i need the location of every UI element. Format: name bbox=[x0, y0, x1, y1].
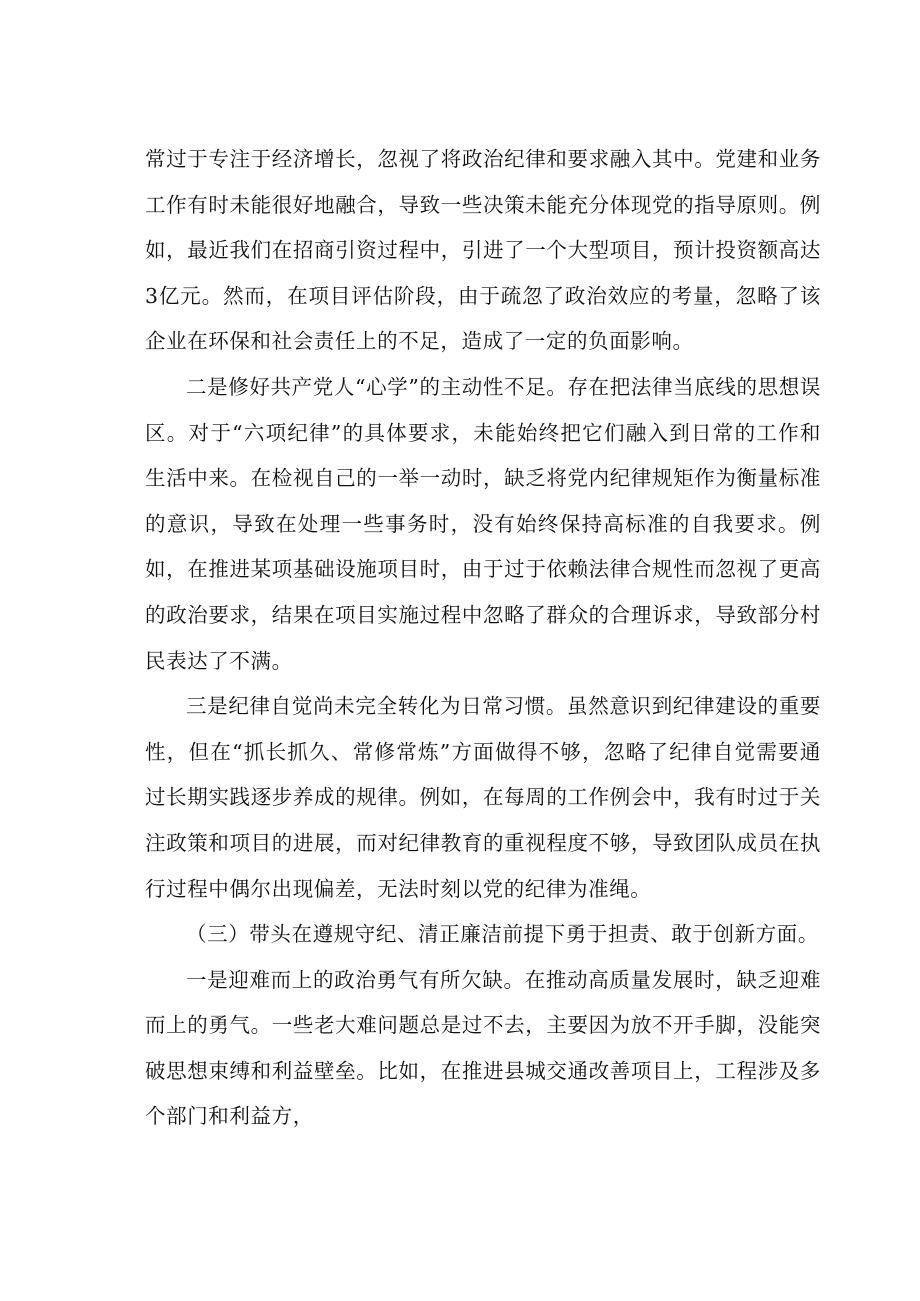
section-heading: （三）带头在遵规守纪、清正廉洁前提下勇于担责、敢于创新方面。 bbox=[186, 922, 819, 947]
paragraph-continuation: 常过于专注于经济增长，忽视了将政治纪律和要求融入其中。党建和业务工作有时未能很好地融合，导致一些决策未能充分体现党的指导原则。例如，最近我们在招商引资过程中，引进了一个大型项目，预计投资额高达3亿元。然而，在项目评估阶段，由于疏忽了政治效应的考量，忽略了该企业在环保和社会责任上的不足，造成了一定的负面影响。 bbox=[145, 147, 821, 354]
paragraph-item-three: 三是纪律自觉尚未完全转化为日常习惯。虽然意识到纪律建设的重要性，但在“抓长抓久、常修常炼”方面做得不够，忽略了纪律自觉需要通过长期实践逐步养成的规律。例如，在每周的工作例会中，我有时过于关注政策和项目的进展，而对纪律教育的重视程度不够，导致团队成员在执行过程中偶尔出现偏差，无法时刻以党的纪律为准绳。 bbox=[145, 694, 821, 901]
document-body bbox=[145, 137, 821, 1140]
paragraph-item-two: 二是修好共产党人“心学”的主动性不足。存在把法律当底线的思想误区。对于“六项纪律”的具体要求，未能始终把它们融入到日常的工作和生活中来。在检视自己的一举一动时，缺乏将党内纪律规矩作为衡量标准的意识，导致在处理一些事务时，没有始终保持高标准的自我要求。例如，在推进某项基础设施项目时，由于过于依赖法律合规性而忽视了更高的政治要求，结果在项目实施过程中忽略了群众的合理诉求，导致部分村民表达了不满。 bbox=[145, 374, 821, 673]
paragraph-item-one: 一是迎难而上的政治勇气有所欠缺。在推动高质量发展时，缺乏迎难而上的勇气。一些老大难问题总是过不去，主要因为放不开手脚，没能突破思想束缚和利益壁垒。比如，在推进县城交通改善项目上，工程涉及多个部门和利益方， bbox=[145, 967, 821, 1129]
